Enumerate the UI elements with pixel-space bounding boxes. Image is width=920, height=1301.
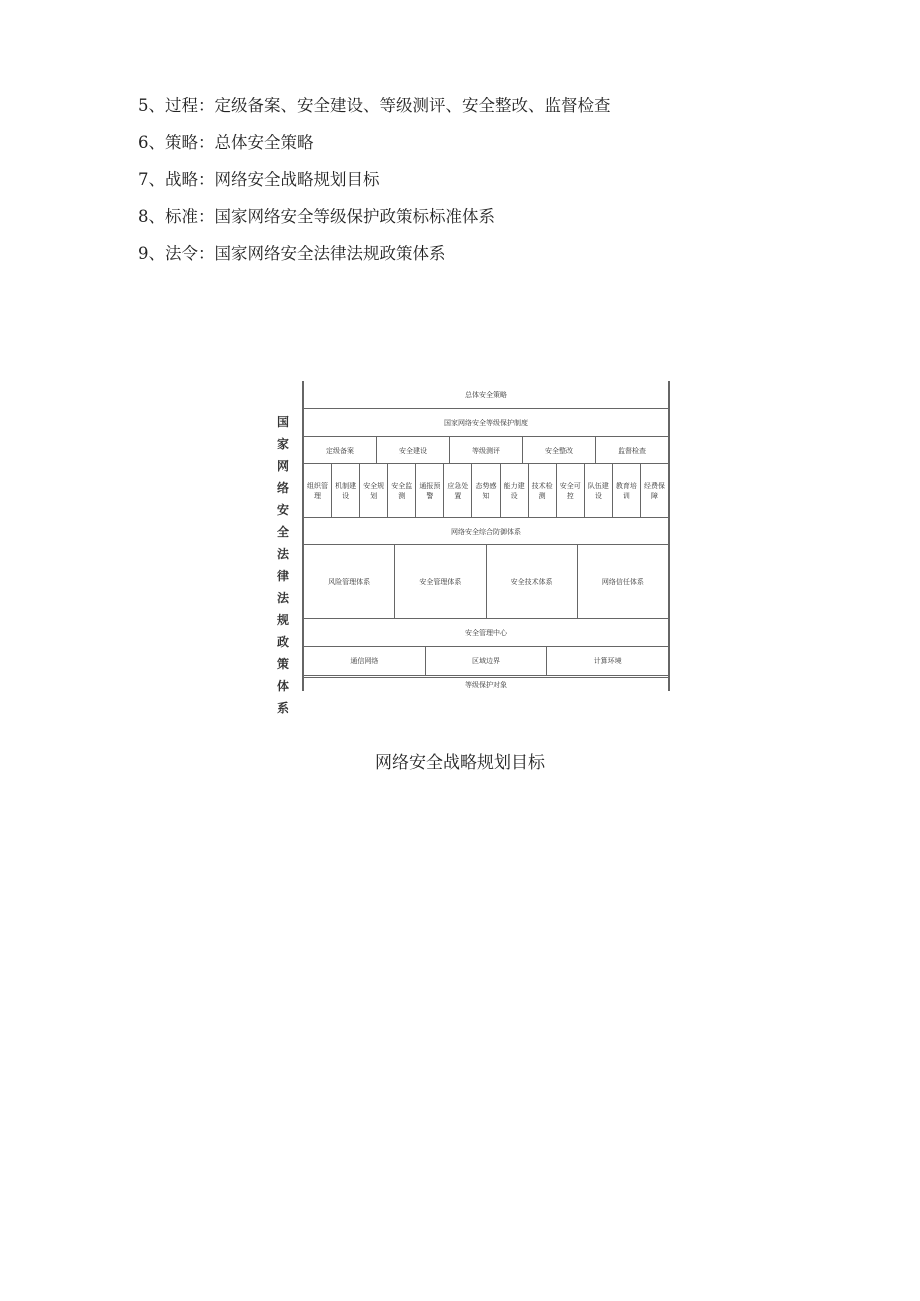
protected-object-cell: 等级保护对象 [465,681,507,689]
side-char: 体 [276,679,289,693]
defense-system-cell: 网络安全综合防御体系 [451,527,521,536]
side-char: 法 [276,591,289,605]
measure-cell: 安全规划 [360,464,388,518]
diagram-body [302,381,670,691]
side-char: 法 [276,547,289,561]
side-char: 策 [276,657,289,671]
process-row [304,436,668,464]
infrastructure-cell: 计算环境 [593,657,622,665]
strategy-cell: 总体安全策略 [465,390,507,399]
process-cell: 安全建设 [377,437,450,464]
list-item: 9、法令：国家网络安全法律法规政策体系 [138,244,446,263]
measure-cell: 态势感知 [472,464,500,518]
management-center-cell: 安全管理中心 [465,629,507,637]
list-item: 8、标准：国家网络安全等级保护政策标标准体系 [138,207,495,226]
measure-cell: 安全可控 [557,464,585,518]
side-char: 政 [276,635,289,649]
protected-object-row [304,677,668,692]
numbered-list [138,92,611,277]
systems-row [304,544,668,619]
process-cell: 监督检查 [618,446,646,455]
figure-caption: 网络安全战略规划目标 [375,753,545,773]
process-cell: 定级备案 [304,437,377,464]
side-char: 律 [276,569,289,583]
measure-cell: 队伍建设 [585,464,613,518]
infrastructure-row [304,646,668,676]
framework-diagram [270,381,670,715]
process-cell: 等级测评 [450,437,523,464]
process-cell: 安全整改 [523,437,596,464]
management-center-row [304,618,668,647]
measure-cell: 机制建设 [332,464,360,518]
side-char: 国 [276,415,289,429]
protection-system-cell: 国家网络安全等级保护制度 [444,419,528,427]
measure-cell: 经费保障 [643,482,665,500]
side-title [270,411,296,719]
infrastructure-cell: 通信网络 [304,647,426,675]
system-cell: 安全技术体系 [487,545,578,619]
protection-system-row [304,408,668,437]
measure-cell: 安全监测 [388,464,416,518]
measure-cell: 技术检测 [529,464,557,518]
list-item: 6、策略：总体安全策略 [138,133,314,152]
side-char: 络 [276,481,289,495]
system-cell: 安全管理体系 [395,545,486,619]
side-char: 系 [276,701,289,715]
measure-cell: 能力建设 [501,464,529,518]
measure-cell: 组织管理 [304,464,332,518]
system-cell: 网络信任体系 [601,578,644,586]
defense-system-row [304,517,668,545]
strategy-row [304,381,668,408]
list-item: 7、战略：网络安全战略规划目标 [138,170,380,189]
measures-row [304,463,668,518]
side-char: 安 [276,503,289,517]
side-char: 家 [276,437,289,451]
side-char: 网 [276,459,289,473]
side-char: 规 [276,613,289,627]
measure-cell: 应急处置 [444,464,472,518]
infrastructure-cell: 区域边界 [426,647,548,675]
system-cell: 风险管理体系 [304,545,395,619]
measure-cell: 教育培训 [613,464,641,518]
measure-cell: 通报预警 [416,464,444,518]
list-item: 5、过程：定级备案、安全建设、等级测评、安全整改、监督检查 [138,96,611,115]
side-char: 全 [276,525,289,539]
